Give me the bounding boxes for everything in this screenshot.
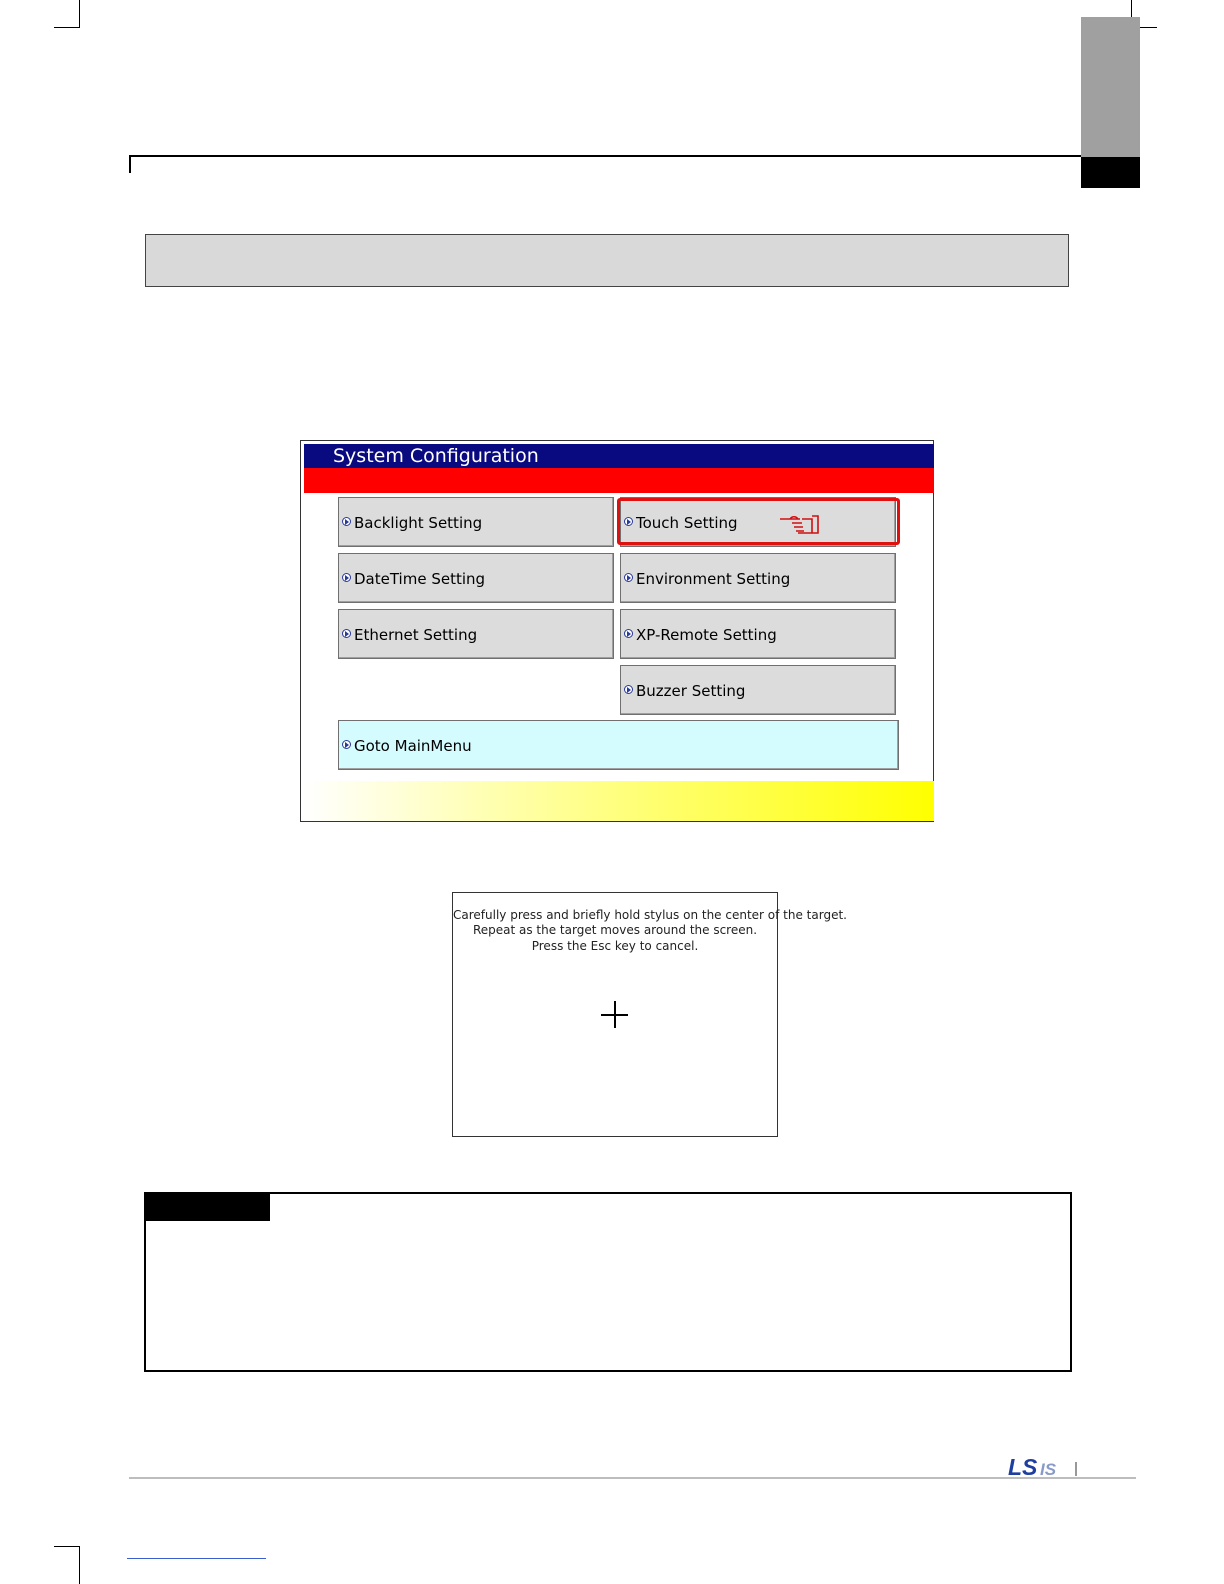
environment-setting-button[interactable] [620,553,896,603]
footer-link-underline[interactable] [127,1558,266,1559]
system-configuration-title: System Configuration [333,445,539,467]
arrow-bullet-icon [624,573,633,582]
calibration-target-crosshair-icon-vertical [614,1001,616,1028]
arrow-bullet-icon [624,629,633,638]
arrow-bullet-icon [342,517,351,526]
logo-suffix: IS [1040,1460,1057,1479]
arrow-bullet-icon [342,629,351,638]
footer-rule [129,1477,1136,1479]
logo-brand: LS [1008,1454,1038,1480]
button-label: Touch Setting [636,514,738,532]
header-rule [129,155,1081,157]
button-label: Backlight Setting [354,514,483,532]
crop-mark-top-left-h [54,27,80,28]
backlight-setting-button[interactable] [338,497,614,547]
button-label: Ethernet Setting [354,626,478,644]
buzzer-setting-button[interactable] [620,665,896,715]
arrow-bullet-icon [624,685,633,694]
button-label: Goto MainMenu [354,737,472,755]
note-label-tab [144,1192,270,1221]
calibration-instruction-2: Repeat as the target moves around the screen. [472,923,758,937]
button-label: DateTime Setting [354,570,486,588]
button-label: Buzzer Setting [636,682,746,700]
datetime-setting-button[interactable] [338,553,614,603]
arrow-bullet-icon [342,573,351,582]
system-configuration-title-bar [304,444,934,468]
calibration-instruction-3: Press the Esc key to cancel. [531,939,699,953]
note-box [144,1192,1072,1372]
gradient-footer-bar [304,781,934,821]
button-label: Environment Setting [636,570,791,588]
button-label: XP-Remote Setting [636,626,777,644]
xp-remote-setting-button[interactable] [620,609,896,659]
goto-mainmenu-button[interactable] [338,720,899,770]
header-rule-tick [129,155,131,173]
chapter-tab [1081,17,1140,157]
crop-mark-bottom-left-h [54,1546,80,1547]
red-status-bar [304,468,934,493]
crop-mark-top-left-v [79,0,80,28]
ls-is-logo [1006,1454,1086,1480]
ethernet-setting-button[interactable] [338,609,614,659]
chapter-tab-marker [1081,157,1140,188]
arrow-bullet-icon [342,740,351,749]
crop-mark-bottom-left-v [79,1546,80,1584]
calibration-instruction-1: Carefully press and briefly hold stylus on the center of the target. [453,908,847,922]
section-title-box [145,234,1069,287]
touch-setting-highlight [617,498,900,545]
